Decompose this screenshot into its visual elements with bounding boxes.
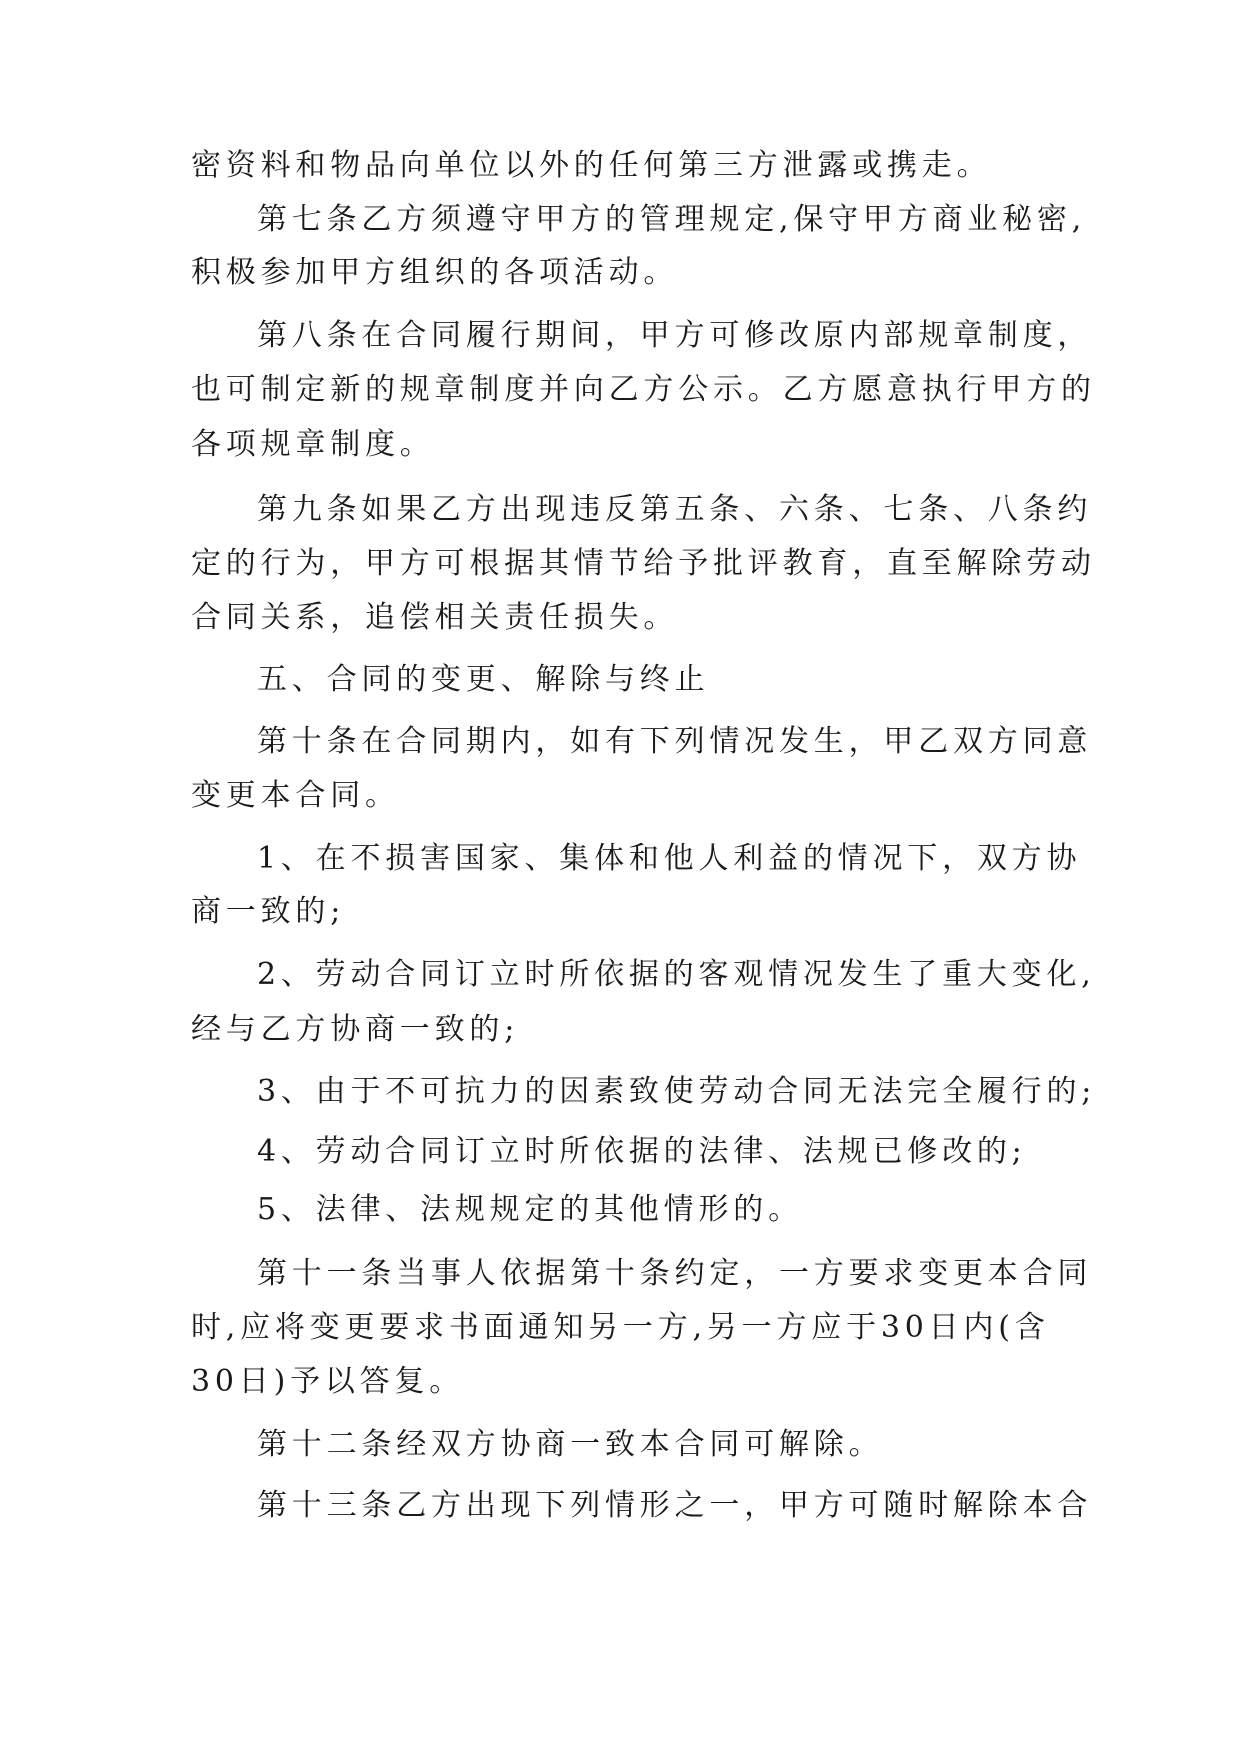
- text-line-6: 各项规章制度。: [191, 427, 435, 462]
- section-heading: 五、合同的变更、解除与终止: [257, 662, 710, 697]
- text-line-2: 第七条乙方须遵守甲方的管理规定,保守甲方商业秘密,: [257, 202, 1087, 237]
- text-line-5: 也可制定新的规章制度并向乙方公示。乙方愿意执行甲方的: [191, 372, 1096, 407]
- text-line-11: 第十条在合同期内，如有下列情况发生，甲乙双方同意: [257, 724, 1093, 759]
- text-line-4: 第八条在合同履行期间，甲方可修改原内部规章制度，: [257, 318, 1093, 353]
- text-line-24: 第十三条乙方出现下列情形之一，甲方可随时解除本合: [257, 1488, 1093, 1523]
- text-line-19: 5、法律、法规规定的其他情形的。: [257, 1192, 803, 1227]
- text-line-9: 合同关系，追偿相关责任损失。: [191, 600, 679, 635]
- text-line-12: 变更本合同。: [191, 778, 400, 813]
- text-line-21: 时,应将变更要求书面通知另一方,另一方应于30日内(含: [191, 1310, 1050, 1345]
- text-line-18: 4、劳动合同订立时所依据的法律、法规已修改的;: [257, 1134, 1027, 1169]
- text-line-8: 定的行为，甲方可根据其情节给予批评教育，直至解除劳动: [191, 546, 1096, 581]
- text-line-13: 1、在不损害国家、集体和他人利益的情况下，双方协: [257, 841, 1082, 876]
- text-line-16: 经与乙方协商一致的;: [191, 1012, 520, 1047]
- text-line-17: 3、由于不可抗力的因素致使劳动合同无法完全履行的;: [257, 1074, 1097, 1109]
- text-line-22: 30日)予以答复。: [191, 1364, 465, 1399]
- text-line-7: 第九条如果乙方出现违反第五条、六条、七条、八条约: [257, 492, 1093, 527]
- text-line-20: 第十一条当事人依据第十条约定，一方要求变更本合同: [257, 1256, 1093, 1291]
- text-line-15: 2、劳动合同订立时所依据的客观情况发生了重大变化,: [257, 957, 1096, 992]
- text-line-14: 商一致的;: [191, 894, 346, 929]
- text-line-3: 积极参加甲方组织的各项活动。: [191, 255, 679, 290]
- text-line-1: 密资料和物品向单位以外的任何第三方泄露或携走。: [191, 148, 992, 183]
- text-line-23: 第十二条经双方协商一致本合同可解除。: [257, 1427, 884, 1462]
